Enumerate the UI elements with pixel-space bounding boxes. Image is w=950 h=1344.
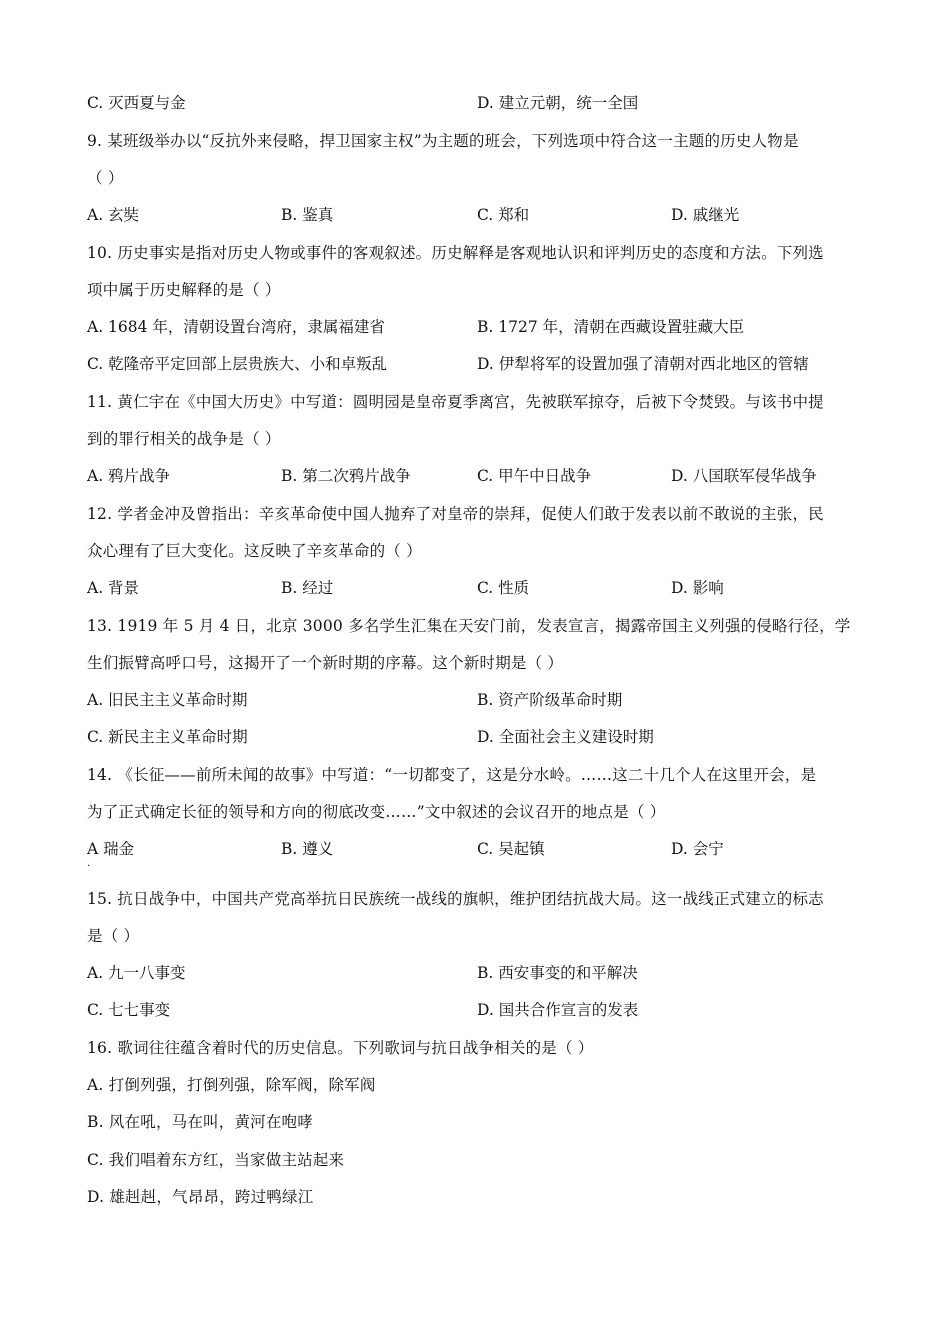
q8-option-d: D. 建立元朝，统一全国 — [477, 94, 639, 112]
q16-stem-line1: 16. 歌词往往蕴含着时代的历史信息。下列歌词与抗日战争相关的是（ ） — [87, 1039, 594, 1057]
q13-option-a: A. 旧民主主义革命时期 — [87, 691, 248, 709]
q16-option-d: D. 雄赳赳，气昂昂，跨过鸭绿江 — [87, 1188, 314, 1206]
q13-stem-line1: 13. 1919 年 5 月 4 日，北京 3000 多名学生汇集在天安门前，发表宣言，揭露帝国主义列强的侵略行径，学 — [87, 617, 851, 635]
q11-stem-line2: 到的罪行相关的战争是（ ） — [87, 430, 281, 448]
q13-option-c: C. 新民主主义革命时期 — [87, 728, 248, 746]
q11-option-a: A. 鸦片战争 — [87, 467, 171, 485]
q15-stem-line1: 15. 抗日战争中，中国共产党高举抗日民族统一战线的旗帜，维护团结抗战大局。这一战线正式建立的标志 — [87, 890, 824, 908]
q15-option-c: C. 七七事变 — [87, 1001, 171, 1019]
q11-option-d: D. 八国联军侵华战争 — [671, 467, 817, 485]
q13-option-d: D. 全面社会主义建设时期 — [477, 728, 654, 746]
q15-stem-line2: 是（ ） — [87, 927, 140, 945]
q11-option-c: C. 甲午中日战争 — [477, 467, 592, 485]
q12-option-c: C. 性质 — [477, 579, 530, 597]
q9-option-b: B. 鉴真 — [281, 206, 334, 224]
q16-option-a: A. 打倒列强，打倒列强，除军阀，除军阀 — [87, 1076, 376, 1094]
q12-stem-line1: 12. 学者金冲及曾指出：辛亥革命使中国人抛弃了对皇帝的崇拜，促使人们敢于发表以前不敢说的主张，民 — [87, 505, 824, 523]
q12-option-b: B. 经过 — [281, 579, 334, 597]
q13-stem-line2: 生们振臂高呼口号，这揭开了一个新时期的序幕。这个新时期是（ ） — [87, 654, 564, 672]
q11-stem-line1: 11. 黄仁宇在《中国大历史》中写道：圆明园是皇帝夏季离宫，先被联军掠夺，后被下令焚毁。与该书中提 — [87, 393, 824, 411]
q9-option-d: D. 戚继光 — [671, 206, 740, 224]
stray-dot-mark: · — [87, 861, 91, 872]
q10-stem-line1: 10. 历史事实是指对历史人物或事件的客观叙述。历史解释是客观地认识和评判历史的态度和方法。下列选 — [87, 244, 824, 262]
q8-option-c: C. 灭西夏与金 — [87, 94, 186, 112]
q15-option-a: A. 九一八事变 — [87, 964, 186, 982]
q11-option-b: B. 第二次鸦片战争 — [281, 467, 411, 485]
q10-option-d: D. 伊犁将军的设置加强了清朝对西北地区的管辖 — [477, 355, 809, 373]
q14-option-c: C. 吴起镇 — [477, 840, 545, 858]
q12-option-d: D. 影响 — [671, 579, 724, 597]
q9-option-a: A. 玄奘 — [87, 206, 140, 224]
q14-stem-line1: 14. 《长征——前所未闻的故事》中写道：“一切都变了，这是分水岭。……这二十几个人在这里开会，是 — [87, 766, 817, 784]
q12-option-a: A. 背景 — [87, 579, 140, 597]
q10-option-a: A. 1684 年，清朝设置台湾府，隶属福建省 — [87, 318, 385, 336]
q13-option-b: B. 资产阶级革命时期 — [477, 691, 623, 709]
q10-stem-line2: 项中属于历史解释的是（ ） — [87, 281, 281, 299]
q14-option-d: D. 会宁 — [671, 840, 724, 858]
q10-option-c: C. 乾隆帝平定回部上层贵族大、小和卓叛乱 — [87, 355, 388, 373]
q9-option-c: C. 郑和 — [477, 206, 530, 224]
q9-stem-line1: 9. 某班级举办以“反抗外来侵略，捍卫国家主权”为主题的班会，下列选项中符合这一主题的历史人物是 — [87, 132, 799, 150]
q14-option-b: B. 遵义 — [281, 840, 334, 858]
q15-option-b: B. 西安事变的和平解决 — [477, 964, 638, 982]
q16-option-c: C. 我们唱着东方红，当家做主站起来 — [87, 1151, 345, 1169]
q9-stem-line2: （ ） — [87, 169, 124, 187]
q10-option-b: B. 1727 年，清朝在西藏设置驻藏大臣 — [477, 318, 745, 336]
q14-option-a: A 瑞金 — [87, 840, 135, 858]
q12-stem-line2: 众心理有了巨大变化。这反映了辛亥革命的（ ） — [87, 542, 422, 560]
q15-option-d: D. 国共合作宣言的发表 — [477, 1001, 639, 1019]
q14-stem-line2: 为了正式确定长征的领导和方向的彻底改变……”文中叙述的会议召开的地点是（ ） — [87, 803, 666, 821]
q16-option-b: B. 风在吼，马在叫，黄河在咆哮 — [87, 1113, 313, 1131]
